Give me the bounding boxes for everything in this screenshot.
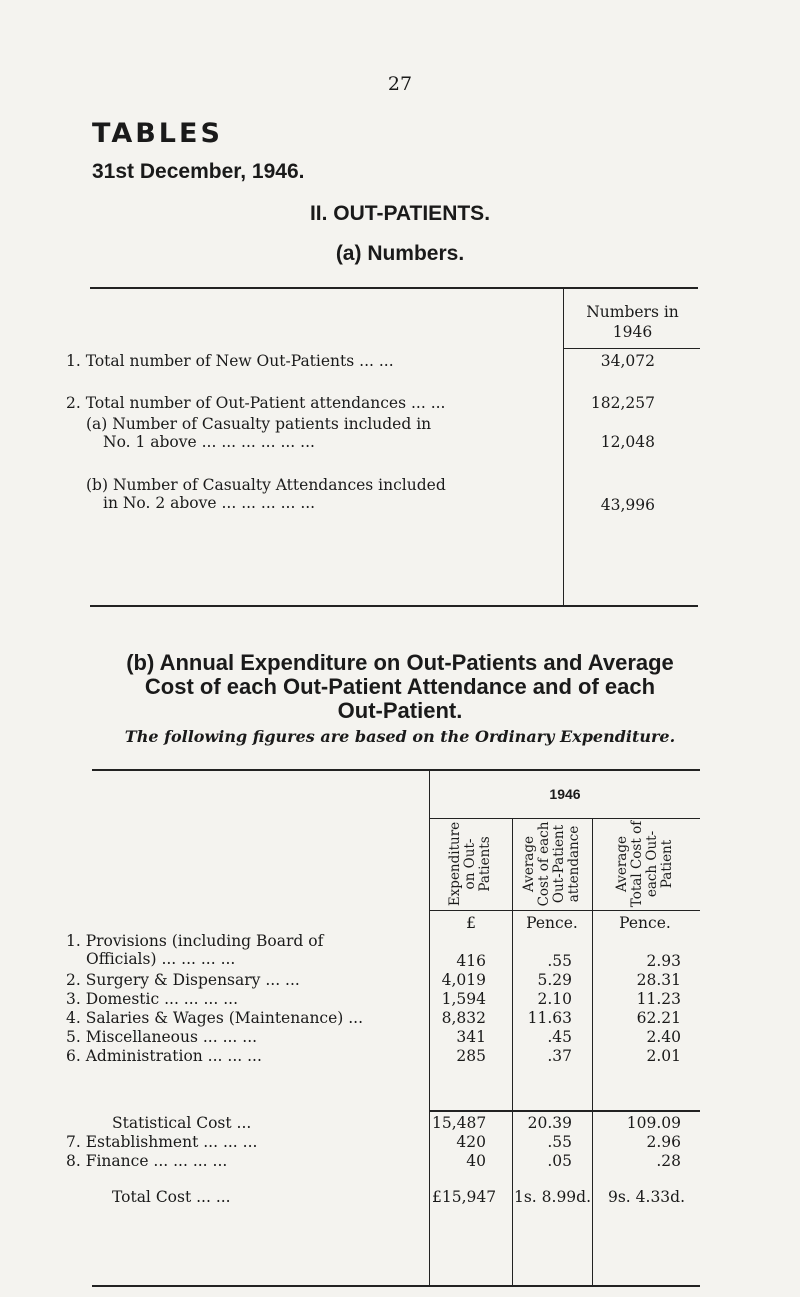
exp-row-value: .55 <box>547 1133 572 1151</box>
exp-row-value: 62.21 <box>636 1009 681 1027</box>
exp-total-value: 1s. 8.99d. <box>513 1188 592 1206</box>
page-number: 27 <box>387 73 413 95</box>
exp-row-label: 3. Domestic ... ... ... ... <box>66 990 238 1008</box>
exp-row-label-cont: Officials) ... ... ... ... <box>86 950 236 968</box>
numbers-row-label-cont: No. 1 above ... ... ... ... ... ... <box>103 433 315 451</box>
exp-col-header-expenditure: Expenditure on Out-Patients <box>447 821 493 907</box>
numbers-row-label: 1. Total number of New Out-Patients ... ... <box>66 352 394 370</box>
exp-row-value: 2.93 <box>646 952 681 970</box>
exp-row-value: 11.23 <box>636 990 681 1008</box>
subsection-a-heading: (a) Numbers. <box>335 242 465 265</box>
numbers-row-value: 182,257 <box>590 394 655 412</box>
numbers-row-label: (b) Number of Casualty Attendances included <box>86 476 446 494</box>
exp-row-value: 109.09 <box>626 1114 681 1132</box>
exp-row-value: 416 <box>456 952 486 970</box>
exp-row-value: 420 <box>456 1133 486 1151</box>
exp-col-header-average-attendance: Average Cost of each Out-Patient attendance <box>521 821 582 907</box>
exp-row-value: 11.63 <box>527 1009 572 1027</box>
exp-row-value: 5.29 <box>537 971 572 989</box>
page-title: TABLES <box>92 118 223 149</box>
subsection-b-heading-line3: Out-Patient. <box>337 698 463 723</box>
exp-row-value: 20.39 <box>527 1114 572 1132</box>
exp-row-label: 4. Salaries & Wages (Maintenance) ... <box>66 1009 364 1027</box>
exp-row-value: 40 <box>466 1152 486 1170</box>
exp-row-value: 15,487 <box>432 1114 487 1132</box>
date-heading: 31st December, 1946. <box>92 160 305 183</box>
exp-table-top-rule <box>92 769 700 771</box>
numbers-table-header-rule <box>563 348 700 349</box>
exp-row-label: 5. Miscellaneous ... ... ... <box>66 1028 258 1046</box>
exp-row-value: 1,594 <box>441 990 486 1008</box>
expenditure-note: The following figures are based on the Ordinary Expenditure. <box>124 727 676 746</box>
section-heading: II. OUT-PATIENTS. <box>309 202 491 225</box>
exp-row-label: 7. Establishment ... ... ... <box>66 1133 258 1151</box>
numbers-row-label: (a) Number of Casualty patients included in <box>86 415 432 433</box>
exp-subtotal-label: Statistical Cost ... <box>112 1114 252 1132</box>
exp-row-value: .05 <box>547 1152 572 1170</box>
exp-row-value: .37 <box>547 1047 572 1065</box>
numbers-row-label: 2. Total number of Out-Patient attendances ... ... <box>66 394 446 412</box>
exp-table-col-divider <box>592 818 593 1287</box>
exp-row-value: 2.40 <box>646 1028 681 1046</box>
exp-table-col-divider <box>512 818 513 1287</box>
exp-row-value: 285 <box>456 1047 486 1065</box>
exp-row-value: .28 <box>656 1152 681 1170</box>
exp-table-left-divider <box>429 771 430 1287</box>
exp-unit-pounds: £ <box>466 914 476 932</box>
exp-row-label: 1. Provisions (including Board of <box>66 932 324 950</box>
exp-year-header: 1946 <box>549 786 581 802</box>
exp-total-label: Total Cost ... ... <box>112 1188 231 1206</box>
numbers-table-column-divider <box>563 289 564 607</box>
exp-unit-pence: Pence. <box>619 914 671 932</box>
exp-row-value: 2.01 <box>646 1047 681 1065</box>
exp-row-label: 2. Surgery & Dispensary ... ... <box>66 971 300 989</box>
exp-table-header-rule <box>429 910 700 911</box>
exp-row-value: 2.96 <box>646 1133 681 1151</box>
exp-row-value: 8,832 <box>441 1009 486 1027</box>
subsection-b-heading-line2: Cost of each Out-Patient Attendance and of each <box>144 674 656 699</box>
numbers-table-bottom-rule <box>90 605 698 607</box>
exp-row-label: 6. Administration ... ... ... <box>66 1047 262 1065</box>
exp-unit-pence: Pence. <box>526 914 578 932</box>
exp-table-subtotal-rule <box>429 1110 700 1112</box>
numbers-row-value: 12,048 <box>600 433 655 451</box>
exp-row-value: 28.31 <box>636 971 681 989</box>
numbers-row-label-cont: in No. 2 above ... ... ... ... ... <box>103 494 316 512</box>
exp-row-value: 4,019 <box>441 971 486 989</box>
subsection-b-heading-line1: (b) Annual Expenditure on Out-Patients and Average <box>126 650 674 675</box>
numbers-row-value: 34,072 <box>600 352 655 370</box>
exp-col-header-average-patient: Average Total Cost of each Out-Patient <box>614 820 675 908</box>
exp-row-value: .55 <box>547 952 572 970</box>
numbers-row-value: 43,996 <box>600 496 655 514</box>
exp-total-value: £15,947 <box>432 1188 497 1206</box>
exp-row-label: 8. Finance ... ... ... ... <box>66 1152 228 1170</box>
exp-row-value: .45 <box>547 1028 572 1046</box>
exp-row-value: 2.10 <box>537 990 572 1008</box>
numbers-table-top-rule <box>90 287 698 289</box>
exp-table-bottom-rule <box>92 1285 700 1287</box>
exp-row-value: 341 <box>456 1028 486 1046</box>
exp-total-value: 9s. 4.33d. <box>607 1188 686 1206</box>
numbers-column-header: Numbers in 1946 <box>586 303 679 341</box>
